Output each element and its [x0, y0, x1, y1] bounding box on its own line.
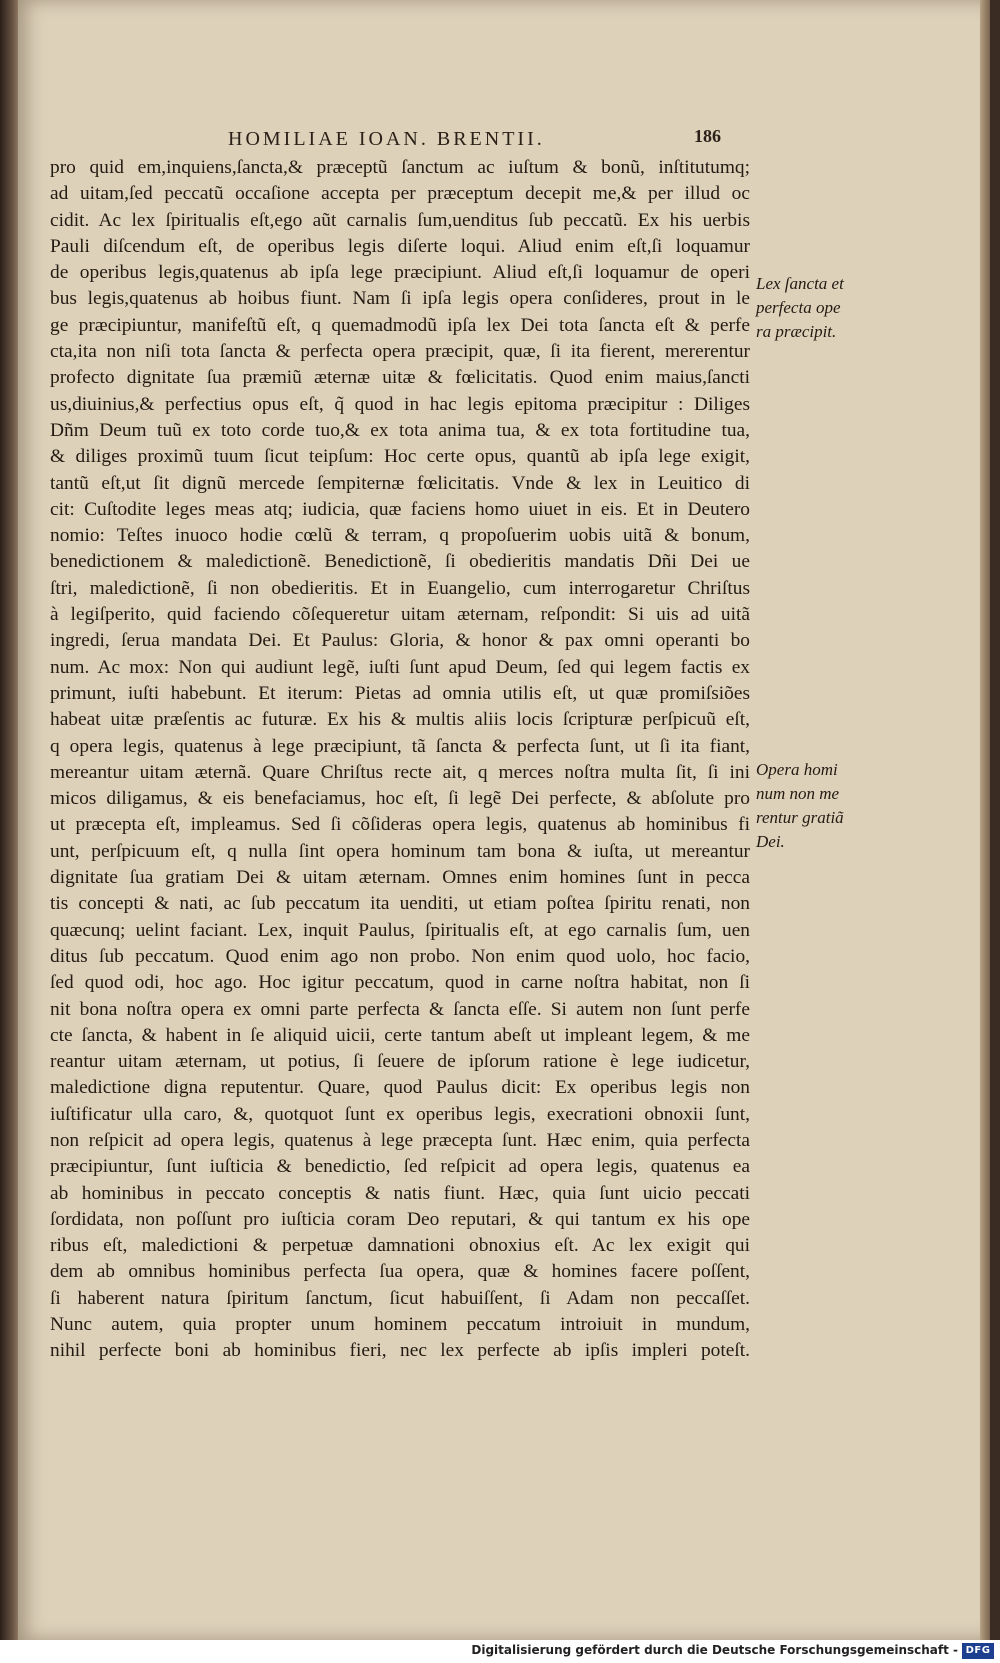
text-line: nomio: Teſtes inuoco hodie cœlũ & terram, q propoſuerim uobis uitã & bonum,: [50, 525, 750, 547]
text-line: Nunc autem, quia propter unum hominem peccatum introiuit in mundum,: [50, 1314, 750, 1336]
text-line: dignitate ſua gratiam Dei & uitam æternam. Omnes enim homines ſunt in pecca: [50, 867, 750, 889]
funding-credit: Digitalisierung gefördert durch die Deutsche Forschungsgemeinschaft -: [471, 1643, 958, 1657]
text-line: ge præcipiuntur, manifeſtũ eſt, q quemadmodũ ipſa lex Dei tota ſancta eſt & perfe: [50, 314, 750, 336]
folio-number: 186: [694, 126, 721, 146]
marginal-note-line: ra præcipit.: [756, 322, 837, 341]
text-line: cidit. Ac lex ſpiritualis eſt,ego aũt carnalis ſum,uenditus ſub peccatũ. Ex his uerbis: [50, 209, 750, 231]
marginal-note-1: [756, 272, 856, 344]
text-line: num. Ac mox: Non qui audiunt legẽ, iuſti ſunt apud Deum, ſed qui legem factis ex: [50, 656, 750, 678]
running-head: HOMILIAE IOAN. BRENTII.: [228, 128, 545, 150]
text-line: pro quid em,inquiens,ſancta,& præceptũ ſanctum ac iuſtum & bonũ, inſtitutumq;: [50, 157, 750, 178]
text-line: benedictionem & maledictionẽ. Benedictionẽ, ſi obedieritis mandatis Dñi Dei ue: [50, 551, 750, 573]
marginal-note-line: Dei.: [756, 832, 785, 851]
text-line: de operibus legis,quatenus ab ipſa lege præcipiunt. Aliud eſt,ſi loquamur de operi: [50, 262, 750, 284]
text-line: ſi haberent natura ſpiritum ſanctum, ſicut habuiſſent, ſi Adam non peccaſſet.: [50, 1287, 750, 1309]
text-line: Pauli diſcendum eſt, de operibus legis diſerte loqui. Aliud enim eſt,ſi loquamur: [50, 235, 750, 257]
text-line: primunt, iuſti habebunt. Et iterum: Pietas ad omnia utilis eſt, ut quæ promiſsiões: [50, 682, 750, 704]
text-line: non reſpicit ad opera legis, quatenus à lege præcepta ſunt. Hæc enim, quia perfecta: [50, 1129, 750, 1151]
text-line: tantũ eſt,ut ſit dignũ mercede ſempiternæ fœlicitatis. Vnde & lex in Leuitico di: [50, 472, 750, 494]
text-line: ad uitam,ſed peccatũ occaſione accepta per præceptum decepit me,& per illud oc: [50, 183, 750, 205]
text-line: iuſtificatur ulla caro, &, quotquot ſunt ex operibus legis, execrationi obnoxii ſunt,: [50, 1103, 750, 1125]
marginal-note-line: num non me: [756, 784, 840, 803]
text-line: cit: Cuſtodite leges meas atq; iudicia, quæ faciens homo uiuet in eis. Et in Deutero: [50, 498, 750, 520]
text-line: ſed quod odi, hoc ago. Hoc igitur peccatum, quod in carne noſtra habitat, non ſi: [50, 972, 750, 994]
text-line: Dñm Deum tuũ ex toto corde tuo,& ex tota anima tua, & ex tota fortitudine tua,: [50, 419, 750, 441]
text-line: nihil perfecte boni ab hominibus fieri, nec lex perfecte ab ipſis impleri poteſt.: [50, 1340, 750, 1362]
text-line: dem ab omnibus hominibus perfecta ſua opera, quæ & homines facere poſſent,: [50, 1261, 750, 1283]
text-line: nit bona noſtra opera ex omni parte perfecta & ſancta eſſe. Si autem non ſunt perfe: [50, 998, 750, 1020]
text-line: quæcunq; uelint faciant. Lex, inquit Paulus, ſpiritualis eſt, at ego carnalis ſum, uen: [50, 919, 750, 941]
text-line: ingredi, ſerua mandata Dei. Et Paulus: Gloria, & honor & pax omni operanti bo: [50, 630, 750, 652]
text-line: ditus ſub peccatum. Quod enim ago non probo. Non enim quod uolo, hoc facio,: [50, 945, 750, 967]
marginal-note-line: rentur gratiã: [756, 808, 844, 827]
text-line: cta,ita non niſi tota ſancta & perfecta opera præcipit, quæ, ſi ita fierent, mererentur: [50, 341, 750, 363]
text-line: à legiſperito, quid faciendo cõſequeretur uitam æternam, reſpondit: Si uis ad uitã: [50, 604, 750, 626]
text-line: tis concepti & nati, ac ſub peccatum ita uenditi, ut etiam poſtea ſpiritu renati, non: [50, 893, 750, 915]
text-line: ut præcepta eſt, impleamus. Sed ſi cõſideras opera legis, quatenus ab hominibus fi: [50, 814, 750, 836]
marginal-note-2: [756, 758, 856, 854]
text-line: mereantur uitam æternã. Quare Chriſtus recte ait, q merces noſtra multa ſit, ſi ini: [50, 761, 750, 783]
text-line: micos diligamus, & eis benefaciamus, hoc eſt, ſi legẽ Dei perfecte, & abſolute pro: [50, 788, 750, 810]
text-line: ſordidata, non poſſunt pro iuſticia coram Deo reputari, & qui tantum ex his ope: [50, 1208, 750, 1230]
book-page: [18, 0, 990, 1640]
text-line: ribus eſt, maledictioni & perpetuæ damnationi obnoxius eſt. Ac lex exigit qui: [50, 1235, 750, 1257]
text-line: habeat uitæ præſentis ac futuræ. Ex his & multis aliis locis ſcripturæ perſpicuũ eſt,: [50, 709, 750, 731]
main-text-block: [50, 155, 750, 1365]
text-line: q opera legis, quatenus à lege præcipiunt, tã ſancta & perfecta ſunt, ut ſi ita fiant,: [50, 735, 750, 757]
text-line: bus legis,quatenus ab hoibus fiunt. Nam ſi ipſa legis opera conſideres, prout in le: [50, 288, 750, 310]
dfg-logo-icon: DFG: [962, 1643, 994, 1659]
text-line: profecto dignitate ſua præmiũ æternæ uitæ & fœlicitatis. Quod enim maius,ſancti: [50, 367, 750, 389]
digitization-footer: [0, 1640, 1000, 1663]
text-line: præcipiuntur, ſunt iuſticia & benedictio, ſed reſpicit ad opera legis, quatenus ea: [50, 1156, 750, 1178]
text-line: & diliges proximũ tuum ſicut teipſum: Hoc certe opus, quantũ ab ipſa lege exigit,: [50, 446, 750, 468]
page-fore-edge: [980, 0, 990, 1640]
text-line: maledictione digna reputentur. Quare, quod Paulus dicit: Ex operibus legis non: [50, 1077, 750, 1099]
marginal-note-line: Lex ſancta et: [756, 274, 844, 293]
text-line: cte ſancta, & habent in ſe aliquid uicii, certe tantum abeſt ut impleant legem, & me: [50, 1024, 750, 1046]
text-line: ab hominibus in peccato conceptis & natis fiunt. Hæc, quia ſunt uicio peccati: [50, 1182, 750, 1204]
text-line: unt, perſpicuum eſt, q nulla ſint opera hominum tam bona & iuſta, ut mereantur: [50, 840, 750, 862]
text-line: reantur uitam æternam, ut potius, ſi ſeuere de ipſorum ratione è lege iudicetur,: [50, 1051, 750, 1073]
marginal-note-line: Opera homi: [756, 760, 838, 779]
text-line: us,diuinius,& perfectius opus eſt, q̃ quod in hac legis epitoma præcipitur : Diliges: [50, 393, 750, 415]
text-line: ſtri, maledictionẽ, ſi non obedieritis. Et in Euangelio, cum interrogaretur Chriſtus: [50, 577, 750, 599]
marginal-note-line: perfecta ope: [756, 298, 841, 317]
